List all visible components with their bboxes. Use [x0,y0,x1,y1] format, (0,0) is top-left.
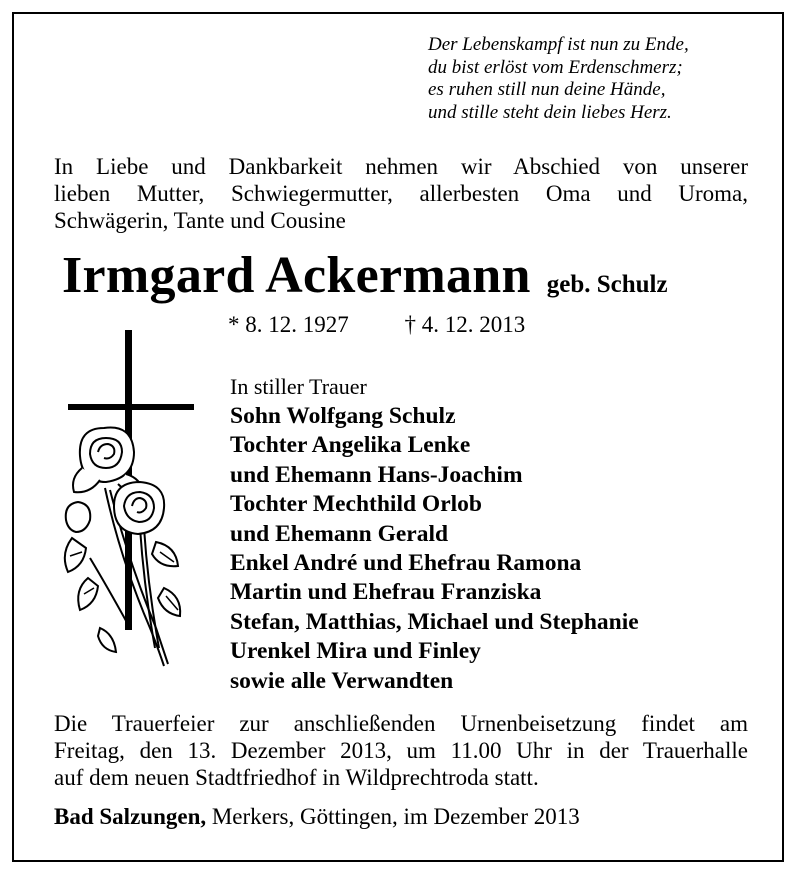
relative-line: Tochter Mechthild Orlob [230,491,482,518]
relative-line: und Ehemann Gerald [230,520,449,547]
poem-line: du bist erlöst vom Erdenschmerz; [428,56,683,78]
ceremony-info [54,710,748,791]
relative-line: Sohn Wolfgang Schulz [230,403,456,429]
relative-line: und Ehemann Hans-Joachim [230,461,523,488]
poem-line: es ruhen still nun deine Hände, [428,79,666,100]
intro-text [54,153,748,234]
deceased-name: Irmgard Ackermann [62,247,531,304]
footer-rest: Merkers, Göttingen, im Dezember 2013 [206,804,580,829]
intro-line: Schwägerin, Tante und Cousine [54,208,346,233]
ceremony-line: Freitag, den 13. Dezember 2013, um 11.00 Uhr in der Trauerhalle [54,738,748,763]
life-dates [228,312,525,338]
poem-line: und stille steht dein liebes Herz. [428,101,672,123]
ceremony-line: Die Trauerfeier zur anschließenden Urnenbeisetzung findet am [54,711,748,736]
poem-line: Der Lebenskampf ist nun zu Ende, [428,34,689,55]
deceased-name-row [62,246,668,306]
relative-line: Urenkel Mira und Finley [230,638,481,665]
birth-date: * 8. 12. 1927 [228,312,349,337]
mourning-label: In stiller Trauer [230,374,367,399]
relative-line: Stefan, Matthias, Michael und Stephanie [230,608,639,635]
deceased-birth-name: geb. Schulz [546,271,668,298]
relative-line: sowie alle Verwandten [230,667,454,694]
intro-line: In Liebe und Dankbarkeit nehmen wir Abschied von unserer [54,154,748,179]
ceremony-line: auf dem neuen Stadtfriedhof in Wildprechtroda statt. [54,765,539,790]
relative-line: Tochter Angelika Lenke [230,432,471,459]
cross-with-roses-icon [60,328,200,688]
intro-line: lieben Mutter, Schwiegermutter, allerbesten Oma und Uroma, [54,181,748,206]
relative-line: Enkel André und Ehefrau Ramona [230,550,582,577]
death-date: † 4. 12. 2013 [404,312,526,337]
footer-city: Bad Salzungen, [54,804,207,829]
poem [428,34,768,124]
mourning-block [230,372,770,696]
relative-line: Martin und Ehefrau Franziska [230,579,542,606]
place-date-footer [54,804,580,830]
